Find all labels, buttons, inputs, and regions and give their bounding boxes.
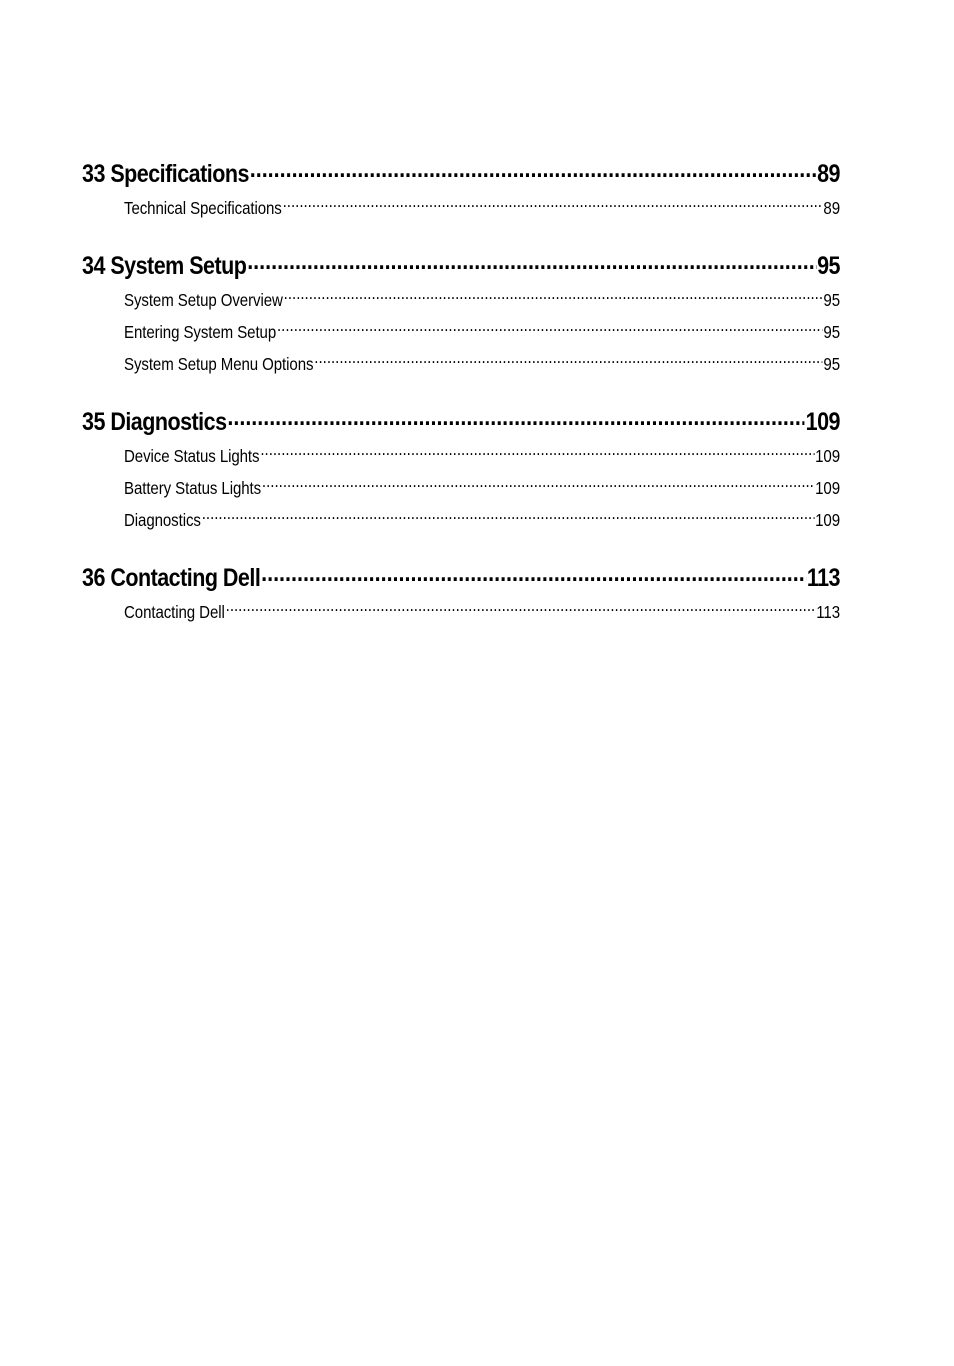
dot-leader <box>283 197 823 215</box>
dot-leader <box>262 477 814 495</box>
chapter-page-number: 113 <box>806 564 840 592</box>
toc-chapter-35 <box>82 404 840 536</box>
dot-leader <box>277 321 823 339</box>
dot-leader <box>261 561 806 586</box>
chapter-page-number: 95 <box>817 252 840 280</box>
section-page-number: 109 <box>815 478 840 498</box>
dot-leader <box>227 405 804 430</box>
section-title: Technical Specifications <box>124 198 282 218</box>
section-page-number: 95 <box>823 354 840 374</box>
dot-leader <box>250 157 816 182</box>
dot-leader <box>260 445 814 463</box>
section-title: Device Status Lights <box>124 446 260 466</box>
dot-leader <box>284 289 823 307</box>
dot-leader <box>226 601 816 619</box>
chapter-page-number: 89 <box>817 160 840 188</box>
toc-section-entry[interactable] <box>124 472 840 504</box>
toc-section-entry[interactable] <box>124 316 840 348</box>
chapter-page-number: 109 <box>805 408 840 436</box>
section-title: Battery Status Lights <box>124 478 262 498</box>
toc-chapter-33 <box>82 156 840 224</box>
dot-leader <box>247 249 816 274</box>
toc-section-entry[interactable] <box>124 596 840 628</box>
toc-chapter-34 <box>82 248 840 380</box>
section-page-number: 109 <box>815 446 840 466</box>
chapter-title: 34 System Setup <box>82 252 247 280</box>
toc-chapter-entry[interactable] <box>82 560 840 596</box>
section-page-number: 95 <box>823 290 840 310</box>
toc-chapter-entry[interactable] <box>82 248 840 284</box>
chapter-title: 35 Diagnostics <box>82 408 227 436</box>
section-title: Entering System Setup <box>124 322 277 342</box>
toc-section-entry[interactable] <box>124 192 840 224</box>
section-title: Diagnostics <box>124 510 201 530</box>
toc-section-entry[interactable] <box>124 440 840 472</box>
section-page-number: 109 <box>815 510 840 530</box>
dot-leader <box>314 353 822 371</box>
section-page-number: 113 <box>816 602 840 622</box>
chapter-title: 36 Contacting Dell <box>82 564 261 592</box>
toc-section-entry[interactable] <box>124 284 840 316</box>
dot-leader <box>202 509 815 527</box>
toc-chapter-entry[interactable] <box>82 156 840 192</box>
toc-section-entry[interactable] <box>124 348 840 380</box>
chapter-title: 33 Specifications <box>82 160 249 188</box>
section-page-number: 89 <box>823 198 840 218</box>
table-of-contents <box>82 156 840 628</box>
section-title: System Setup Overview <box>124 290 283 310</box>
section-title: Contacting Dell <box>124 602 225 622</box>
toc-chapter-36 <box>82 560 840 628</box>
toc-chapter-entry[interactable] <box>82 404 840 440</box>
section-page-number: 95 <box>823 322 840 342</box>
toc-section-entry[interactable] <box>124 504 840 536</box>
section-title: System Setup Menu Options <box>124 354 314 374</box>
